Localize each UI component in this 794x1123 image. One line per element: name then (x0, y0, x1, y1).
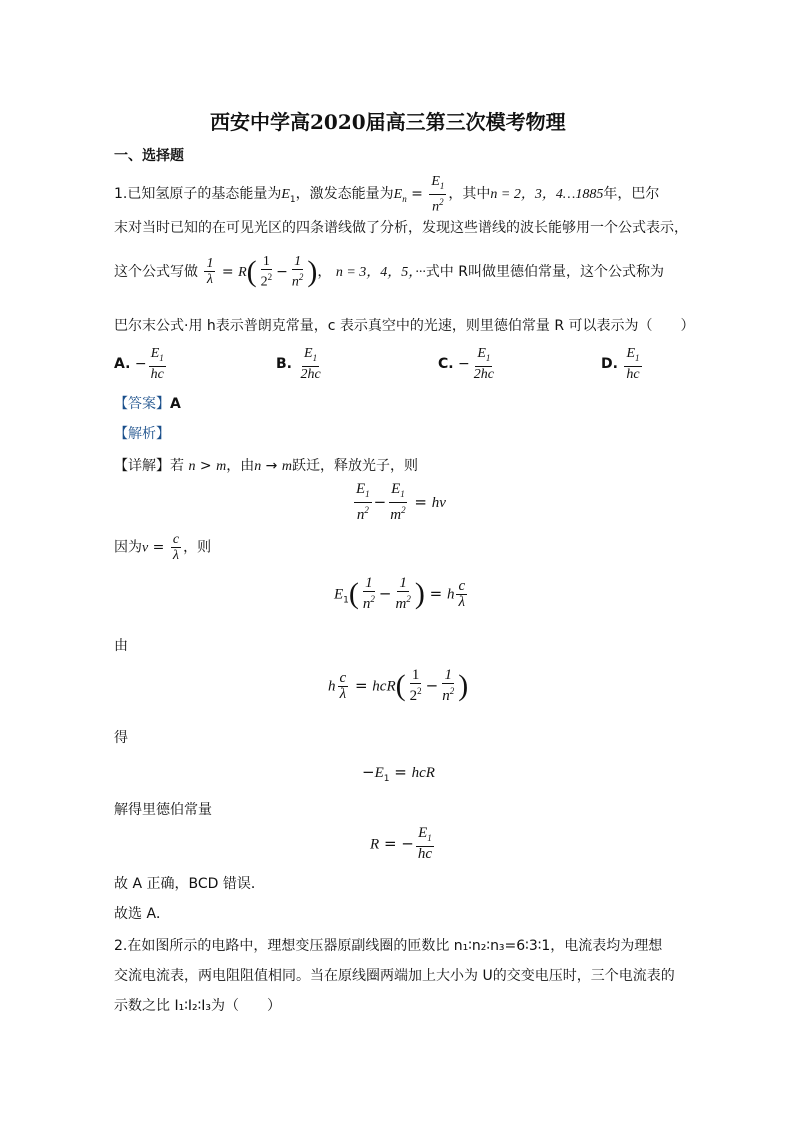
you-label: 由 (114, 638, 128, 654)
choice: 故选 A． (114, 906, 171, 922)
option-d[interactable]: D. $\frac{E_1}{hc}$ (601, 346, 640, 382)
option-c[interactable]: C. − $\frac{E_1}{2hc}$ (438, 346, 494, 382)
conclusion: 故 A 正确，BCD 错误． (114, 876, 265, 892)
because-line: 因为v = $\frac{c}{\lambda}$ ，则 (114, 532, 212, 563)
equation-1: $\frac{E_1}{n^2}$ − $\frac{E_1}{m^2}$ = hν (356, 481, 446, 523)
page-title: 西安中学高2020届高三第三次模考物理 (210, 110, 566, 134)
de-label: 得 (114, 730, 128, 746)
answer-value: A (170, 396, 181, 412)
q1-line3: 这个公式写做 $\frac{1}{\lambda}$ = R( $\frac{1}{2^2}$ − $\frac{1}{n^2}$ )， n = 3，4，5，···式中 R叫做里德伯常量，这个公式称为 (114, 254, 664, 290)
detail-line: 【详解】若 n > m，由n → m跃迁，释放光子，则 (114, 458, 418, 474)
equation-5: R = − $\frac{E_1}{hc}$ (370, 825, 433, 862)
option-b[interactable]: B. $\frac{E_1}{2hc}$ (276, 346, 321, 382)
q2-line3: 示数之比 I₁∶I₂∶I₃为（ ） (114, 998, 281, 1014)
q1-en-fraction: $\frac{E_1}{n^2}$ (431, 174, 445, 215)
solve-label: 解得里德伯常量 (114, 802, 212, 818)
equation-4: $-E_1$ = hcR (362, 763, 435, 784)
q2-line2: 交流电流表，两电阻阻值相同。当在原线圈两端加上大小为 U的交变电压时，三个电流表的 (114, 968, 675, 984)
analysis-tag: 【解析】 (114, 426, 170, 442)
section-heading: 一、选择题 (114, 148, 184, 164)
answer-tag: 【答案】 (114, 396, 170, 412)
answer-row (114, 394, 181, 414)
q1-line2: 末对当时已知的在可见光区的四条谱线做了分析，发现这些谱线的波长能够用一个公式表示， (114, 220, 688, 236)
equation-3: h $\frac{c}{\lambda}$ = hcR( $\frac{1}{2^2}$ − $\frac{1}{n^2}$ ) (328, 667, 469, 704)
balmer-lhs: $\frac{1}{\lambda}$ (206, 256, 214, 288)
equation-2: $E_1$( $\frac{1}{n^2}$ − $\frac{1}{m^2}$ ) = h $\frac{c}{\lambda}$ (334, 575, 466, 612)
q2-line1: 2.在如图所示的电路中，理想变压器原副线圈的匝数比 n₁∶n₂∶n₃=6∶3∶1，电流表均为理想 (114, 938, 663, 954)
balmer-term2: $\frac{1}{n^2}$ (291, 254, 304, 290)
q1-line1: 1.已知氢原子的基态能量为$E_1$，激发态能量为$E_n$ = $\frac{E_1}{n^2}$ ，其中n = 2，3，4…1885年，巴尔 (114, 174, 660, 215)
option-a[interactable]: A. − $\frac{E_1}{hc}$ (114, 346, 164, 382)
balmer-term1: $\frac{1}{2^2}$ (260, 254, 273, 290)
q1-line4: 巴尔末公式·用 h表示普朗克常量，c 表示真空中的光速，则里德伯常量 R 可以表示为（ ） (114, 318, 695, 334)
